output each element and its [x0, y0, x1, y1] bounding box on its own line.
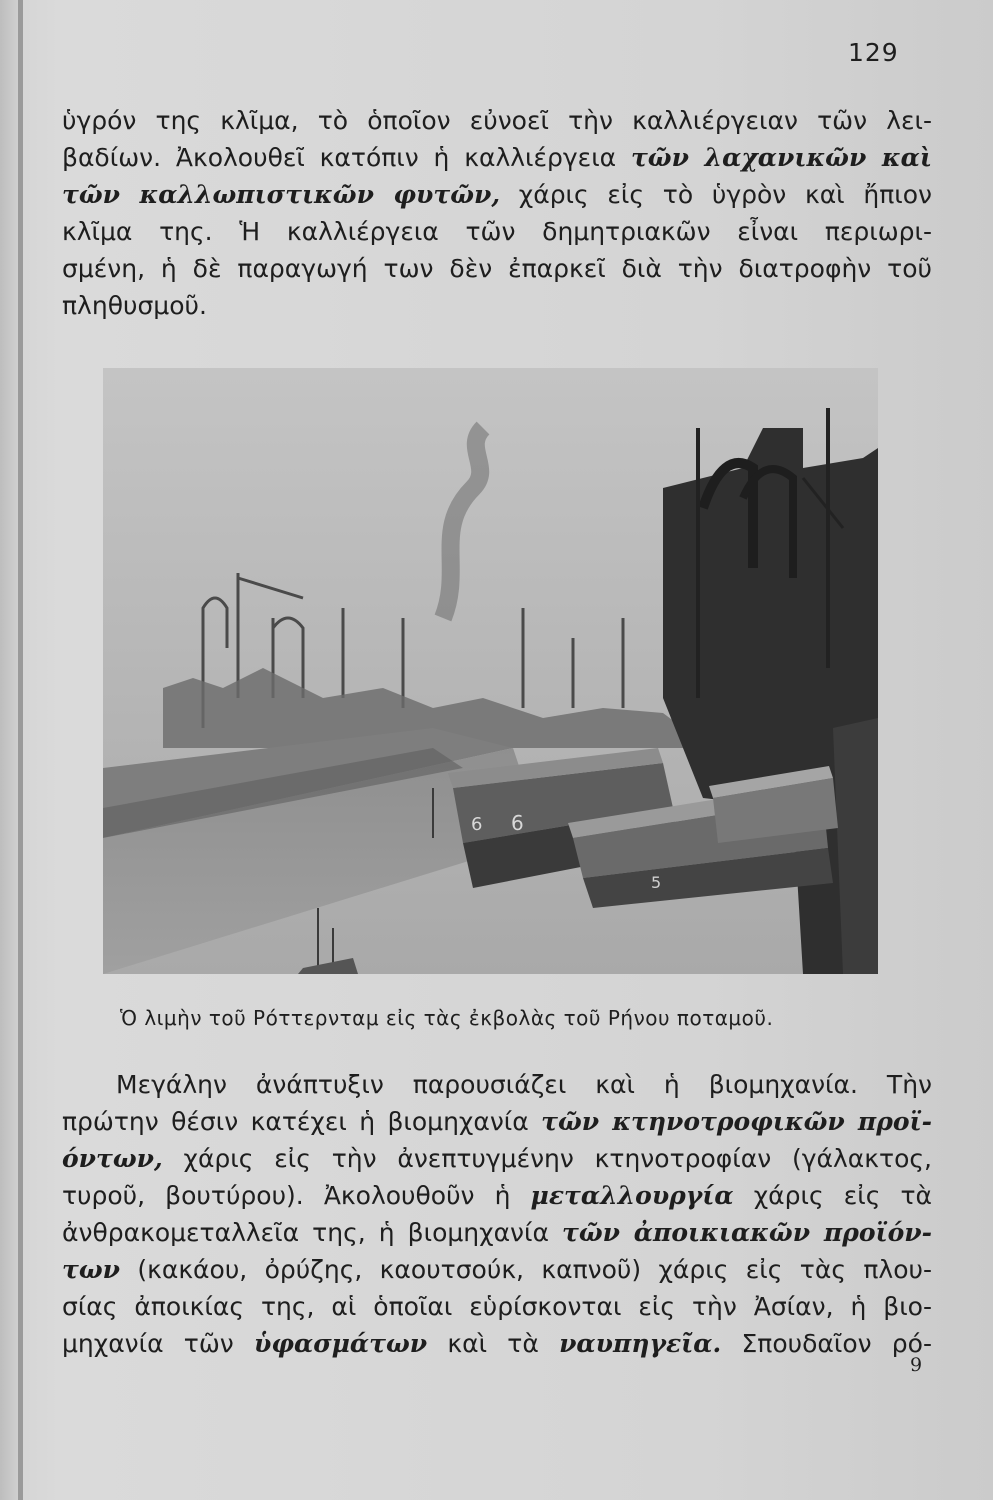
bold-term: όντων, — [62, 1144, 163, 1173]
paragraph-agriculture — [62, 102, 932, 324]
text-line: βαδίων. Ἀκολουθεῖ κατόπιν ἡ καλλιέργεια τῶν λαχανικῶν καὶ — [62, 143, 933, 172]
figure-caption: Ὁ λιμὴν τοῦ Ρόττερνταμ εἰς τὰς ἐκβολὰς τοῦ Ρήνου ποταμοῦ. — [120, 1006, 774, 1030]
text-line: κλῖμα της. Ἡ καλλιέργεια τῶν δημητριακῶν εἶναι περιωρι- — [62, 217, 932, 246]
text-line: πρώτην θέσιν κατέχει ἡ βιομηχανία τῶν κτηνοτροφικῶν προϊ- — [62, 1107, 932, 1136]
text-line: ὑγρόν της κλῖμα, τὸ ὁποῖον εὐνοεῖ τὴν καλλιέργειαν τῶν λει- — [62, 106, 932, 135]
page-number: 129 — [848, 38, 899, 67]
bold-term: ναυπηγεῖα. — [559, 1329, 722, 1358]
hull-number: 6 — [511, 811, 524, 835]
bold-term: τῶν ἀποικιακῶν προϊόν- — [562, 1218, 932, 1247]
text-line: Μεγάλην ἀνάπτυξιν παρουσιάζει καὶ ἡ βιομηχανία. Τὴν — [116, 1070, 932, 1099]
text-line: τυροῦ, βουτύρου). Ἀκολουθοῦν ἡ μεταλλουργία χάρις εἰς τὰ — [62, 1181, 932, 1210]
harbor-photograph — [103, 368, 878, 974]
bold-term: μεταλλουργία — [530, 1181, 734, 1210]
book-spine-shadow — [18, 0, 23, 1500]
hull-number: 5 — [651, 873, 662, 892]
text-line: ἀνθρακομεταλλεῖα της, ἡ βιομηχανία τῶν ἀποικιακῶν προϊόν- — [62, 1218, 932, 1247]
hull-number: 6 — [471, 814, 483, 835]
text-line: τῶν καλλωπιστικῶν φυτῶν, χάρις εἰς τὸ ὑγρὸν καὶ ἤπιον — [62, 180, 932, 209]
text-line: σίας ἀποικίας της, αἱ ὁποῖαι εὑρίσκονται εἰς τὴν Ἀσίαν, ἡ βιο- — [62, 1292, 932, 1321]
text-line: σμένη, ἡ δὲ παραγωγή των δὲν ἐπαρκεῖ διὰ τὴν διατροφὴν τοῦ — [62, 254, 932, 283]
text-line: πληθυσμοῦ. — [62, 291, 207, 320]
bold-term: ὑφασμάτων — [254, 1329, 428, 1358]
text-line: μηχανία τῶν ὑφασμάτων καὶ τὰ ναυπηγεῖα. Σπουδαῖον ρό- — [62, 1329, 932, 1358]
printer-signature-mark: 9 — [910, 1354, 923, 1376]
bold-term: τῶν κτηνοτροφικῶν προϊ- — [541, 1107, 932, 1136]
paragraph-industry — [62, 1066, 932, 1362]
text-line: των (κακάου, ὀρύζης, καουτσούκ, καπνοῦ) χάρις εἰς τὰς πλου- — [62, 1255, 932, 1284]
bold-term: τῶν καλλωπιστικῶν φυτῶν, — [62, 180, 501, 209]
text-line: όντων, χάρις εἰς τὴν ἀνεπτυγμένην κτηνοτροφίαν (γάλακτος, — [62, 1144, 932, 1173]
bold-term: τῶν λαχανικῶν καὶ — [630, 143, 933, 172]
bold-term: των — [62, 1255, 120, 1284]
